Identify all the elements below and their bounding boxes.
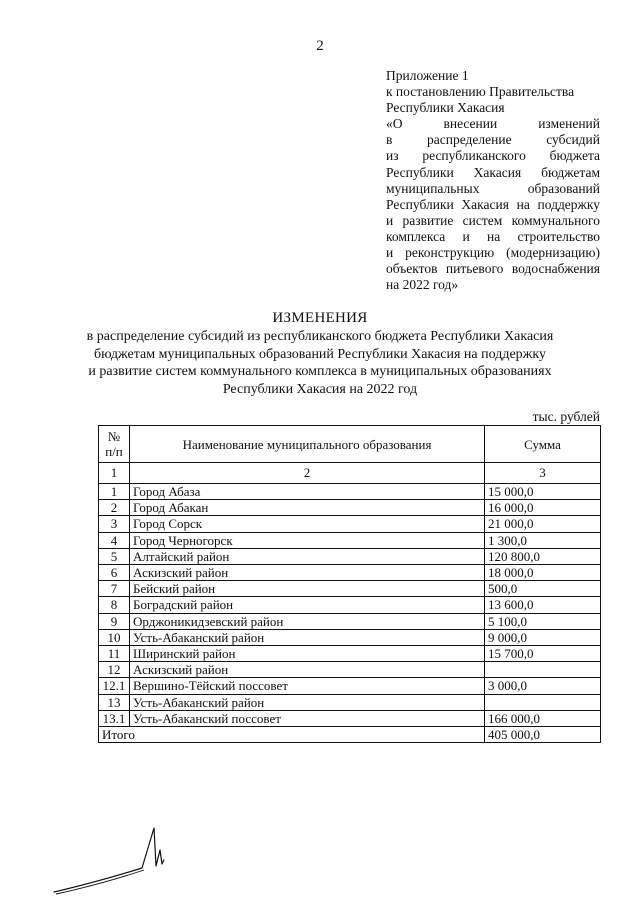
row-sum: 15 000,0 xyxy=(485,484,601,500)
row-num: 11 xyxy=(99,646,130,662)
appendix-line: Республики Хакасия xyxy=(386,100,505,116)
table-index-row xyxy=(99,463,601,484)
table-header-row xyxy=(99,426,601,463)
table-row xyxy=(99,629,601,645)
row-name: Усть-Абаканский поссовет xyxy=(130,710,485,726)
table-row xyxy=(99,581,601,597)
table-row xyxy=(99,710,601,726)
row-name: Город Черногорск xyxy=(130,532,485,548)
table-row xyxy=(99,678,601,694)
total-sum: 405 000,0 xyxy=(485,727,601,743)
row-num: 12.1 xyxy=(99,678,130,694)
row-name: Бейский район xyxy=(130,581,485,597)
row-name: Город Абакан xyxy=(130,500,485,516)
row-sum: 166 000,0 xyxy=(485,710,601,726)
row-name: Алтайский район xyxy=(130,548,485,564)
row-num: 1 xyxy=(99,484,130,500)
header-num: № п/п xyxy=(99,426,130,463)
page-number: 2 xyxy=(316,38,324,54)
subtitle-line: и развитие систем коммунального комплекса в муниципальных образованиях xyxy=(88,364,552,379)
table-row xyxy=(99,548,601,564)
row-num: 5 xyxy=(99,548,130,564)
row-num: 6 xyxy=(99,565,130,581)
table-row xyxy=(99,532,601,548)
row-sum: 1 300,0 xyxy=(485,532,601,548)
row-name: Усть-Абаканский район xyxy=(130,694,485,710)
header-name: Наименование муниципального образования xyxy=(130,426,485,463)
row-name: Усть-Абаканский район xyxy=(130,629,485,645)
row-num: 10 xyxy=(99,629,130,645)
row-num: 2 xyxy=(99,500,130,516)
row-name: Вершино-Тёйский поссовет xyxy=(130,678,485,694)
appendix-line: Приложение 1 xyxy=(386,68,469,83)
subtitle-line: Республики Хакасия на 2022 год xyxy=(222,381,418,397)
row-num: 4 xyxy=(99,532,130,548)
table-row xyxy=(99,516,601,532)
row-sum: 500,0 xyxy=(485,581,601,597)
table-row xyxy=(99,694,601,710)
document-title: ИЗМЕНЕНИЯ xyxy=(272,310,368,326)
appendix-line: Республики Хакасия на поддержку xyxy=(386,196,600,212)
index-cell: 2 xyxy=(130,463,485,484)
appendix-line: и развитие систем коммунального xyxy=(386,212,600,228)
unit-label: тыс. рублей xyxy=(532,409,600,424)
appendix-line: в распределение субсидий xyxy=(386,132,600,148)
index-cell: 1 xyxy=(99,463,130,484)
index-cell: 3 xyxy=(485,463,601,484)
appendix-line: из республиканского бюджета xyxy=(386,148,600,164)
subtitle-line: бюджетам муниципальных образований Республики Хакасия на поддержку xyxy=(94,346,546,362)
row-sum: 13 600,0 xyxy=(485,597,601,613)
header-sum: Сумма xyxy=(485,426,601,463)
row-name: Боградский район xyxy=(130,597,485,613)
table-row xyxy=(99,565,601,581)
table-row xyxy=(99,662,601,678)
total-label: Итого xyxy=(99,727,485,743)
row-name: Орджоникидзевский район xyxy=(130,613,485,629)
appendix-line: и реконструкцию (модернизацию) xyxy=(386,245,600,261)
row-sum: 5 100,0 xyxy=(485,613,601,629)
row-sum: 9 000,0 xyxy=(485,629,601,645)
appendix-line: на 2022 год» xyxy=(386,277,459,293)
appendix-line: объектов питьевого водоснабжения xyxy=(386,261,600,277)
row-num: 7 xyxy=(99,581,130,597)
row-sum: 21 000,0 xyxy=(485,516,601,532)
table-row xyxy=(99,646,601,662)
row-num: 9 xyxy=(99,613,130,629)
row-num: 8 xyxy=(99,597,130,613)
row-num: 3 xyxy=(99,516,130,532)
signature-icon xyxy=(50,820,170,900)
table-row xyxy=(99,597,601,613)
row-sum xyxy=(485,662,601,678)
document-subtitle xyxy=(60,328,580,398)
row-sum: 18 000,0 xyxy=(485,565,601,581)
appendix-line: к постановлению Правительства xyxy=(386,84,575,100)
row-name: Город Сорск xyxy=(130,516,485,532)
appendix-line: Республики Хакасия бюджетам xyxy=(386,164,600,180)
appendix-line: комплекса и на строительство xyxy=(386,228,600,244)
row-num: 12 xyxy=(99,662,130,678)
appendix-line: «О внесении изменений xyxy=(386,116,600,132)
row-num: 13 xyxy=(99,694,130,710)
subsidy-table xyxy=(98,425,601,743)
row-name: Аскизский район xyxy=(130,565,485,581)
table-row xyxy=(99,484,601,500)
row-name: Аскизский район xyxy=(130,662,485,678)
appendix-line: муниципальных образований xyxy=(386,180,600,196)
row-name: Город Абаза xyxy=(130,484,485,500)
row-sum: 15 700,0 xyxy=(485,646,601,662)
appendix-block xyxy=(386,68,600,293)
subtitle-line: в распределение субсидий из республиканского бюджета Республики Хакасия xyxy=(86,329,554,344)
row-name: Ширинский район xyxy=(130,646,485,662)
table-row xyxy=(99,500,601,516)
table-row xyxy=(99,613,601,629)
row-num: 13.1 xyxy=(99,710,130,726)
row-sum: 120 800,0 xyxy=(485,548,601,564)
table-total-row xyxy=(99,727,601,743)
row-sum: 3 000,0 xyxy=(485,678,601,694)
row-sum: 16 000,0 xyxy=(485,500,601,516)
row-sum xyxy=(485,694,601,710)
